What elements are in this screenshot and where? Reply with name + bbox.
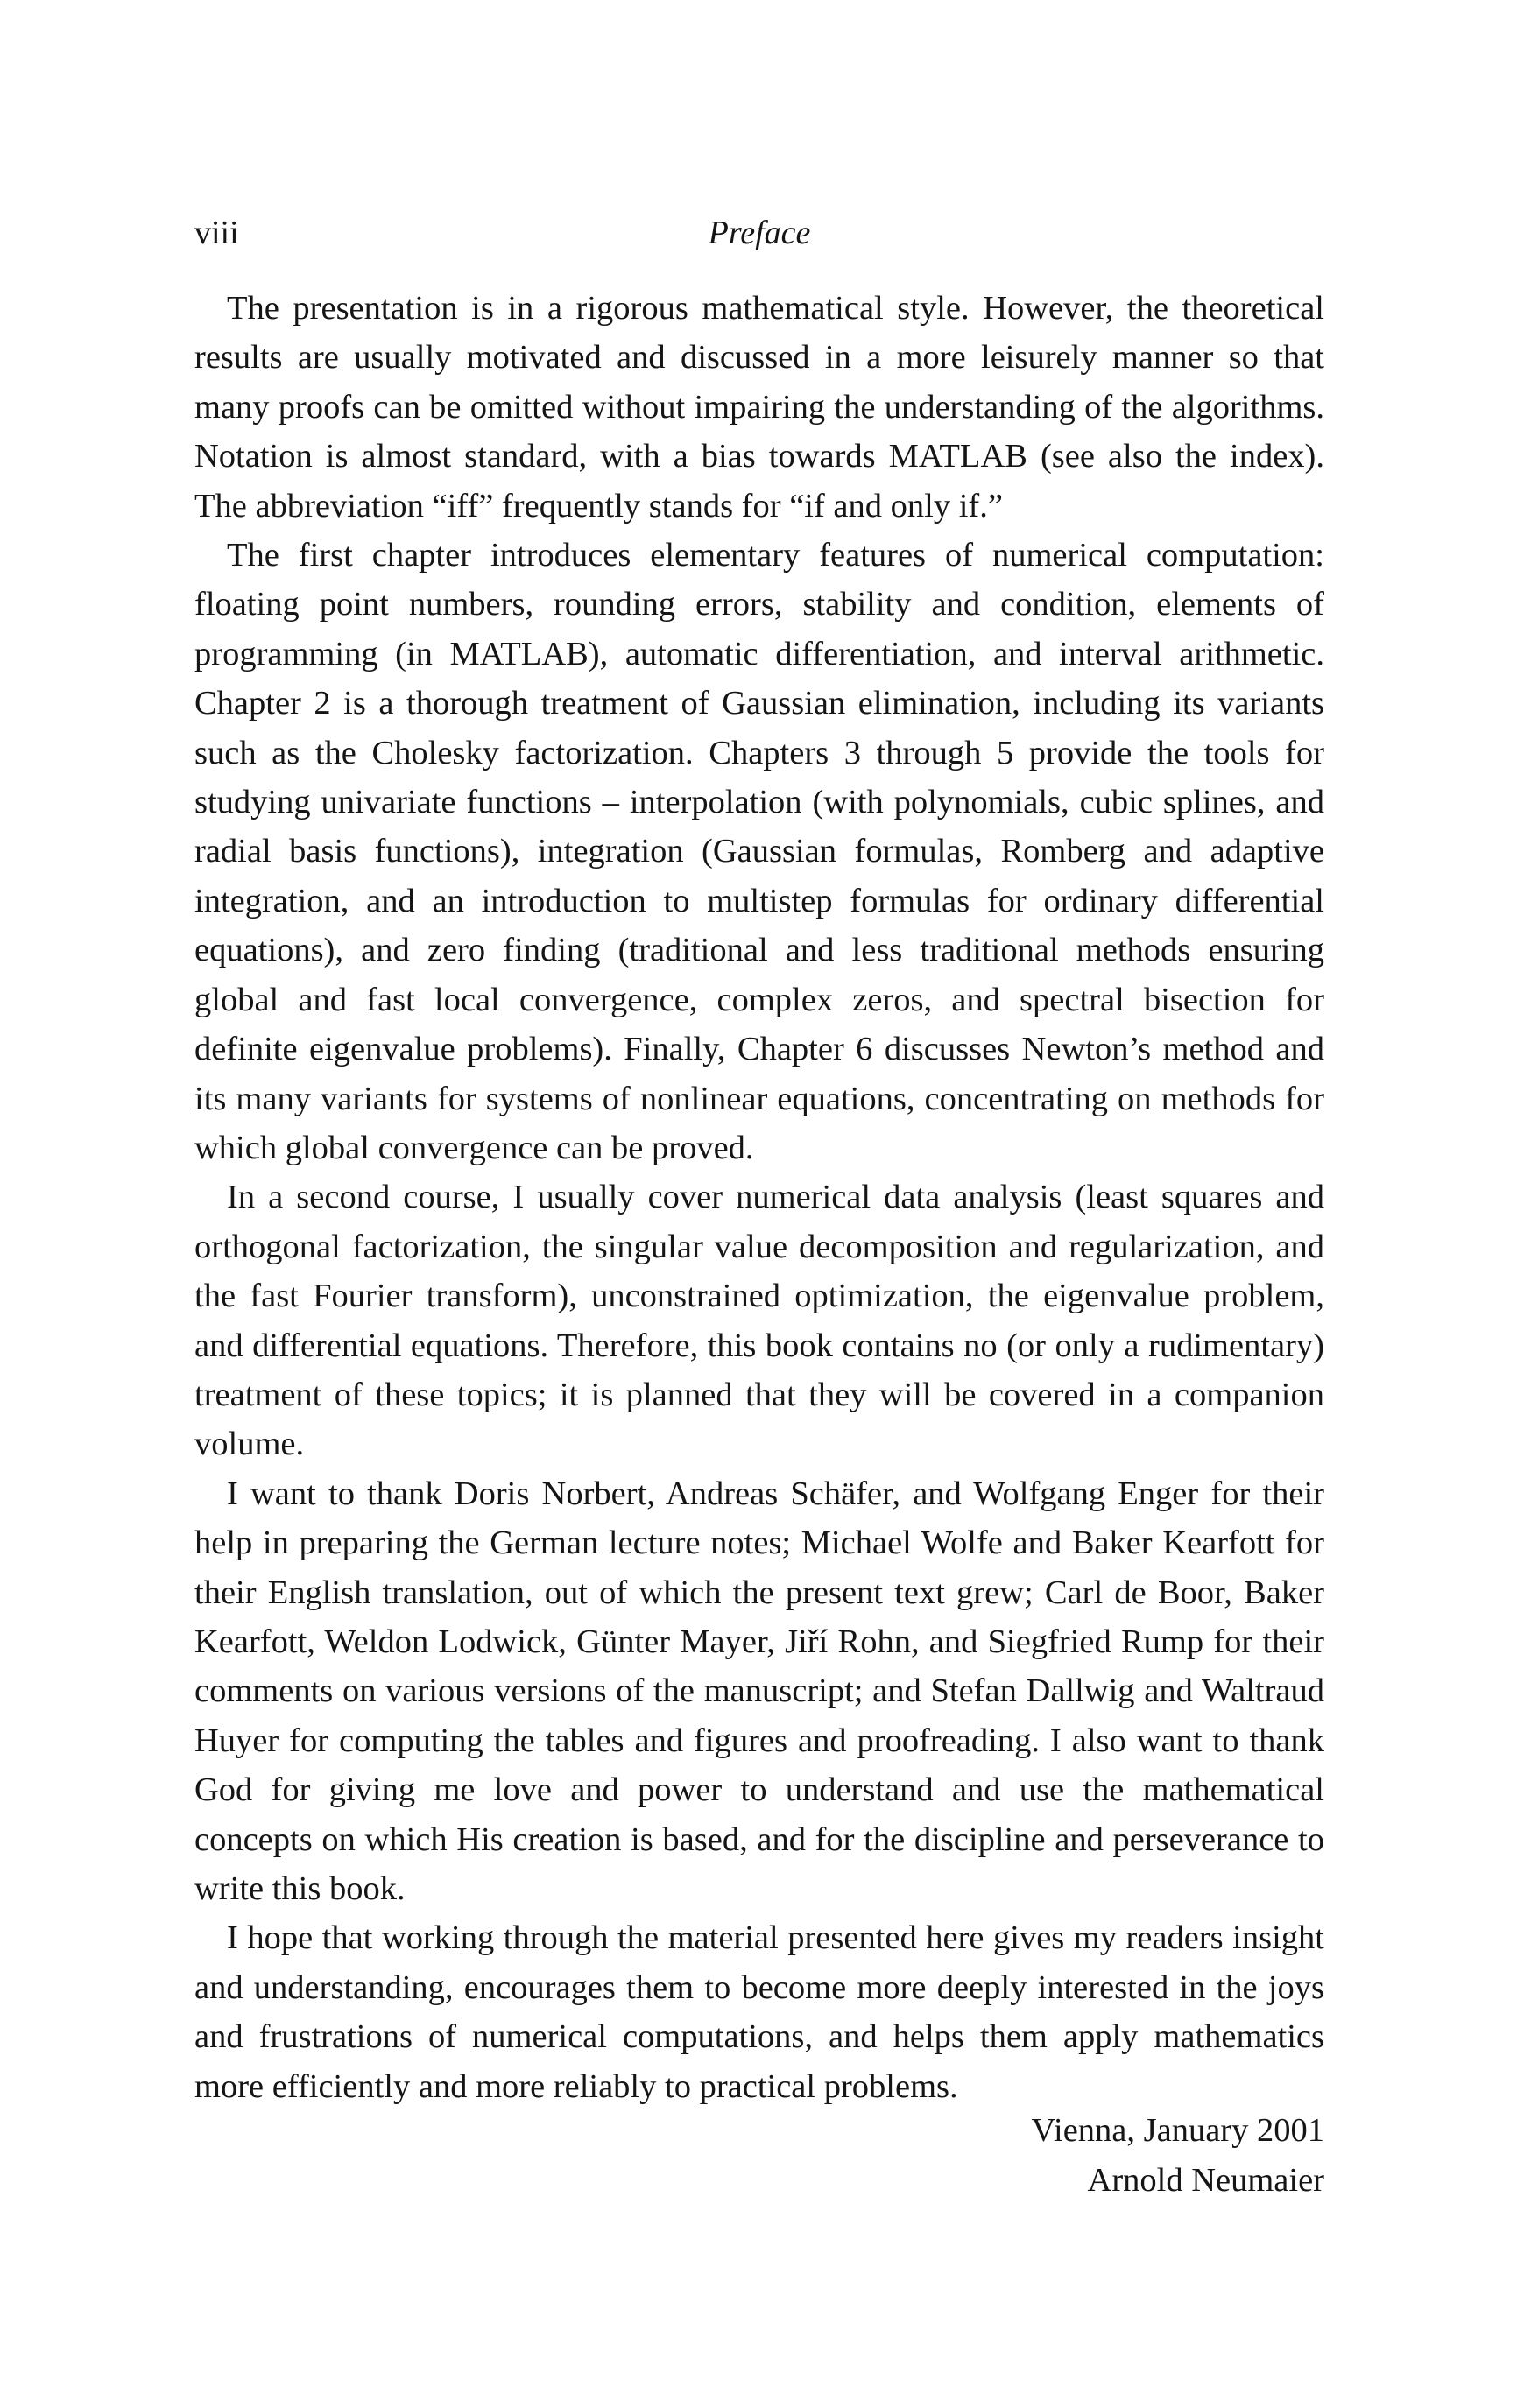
paragraph-second-course: In a second course, I usually cover numerical data analysis (least squares and orthogonal factorization, the singular value decomposition and regularization, and the fast Fourier transform), unconstrained optimization, the eigenvalue problem, and differential equations. Therefore, this book contains no (or only a rudimentary) treatment of these topics; it is planned that they will be covered in a companion volume. xyxy=(194,1179,1324,1463)
paragraph-chapters: The first chapter introduces elementary features of numerical computation: floating point numbers, rounding errors, stability and condition, elements of programming (in MATLAB), automatic differentiation, and interval arithmetic. Chapter 2 is a thorough treatment of Gaussian elimination, including its variants such as the Cholesky factorization. Chapters 3 through 5 provide the tools for studying univariate functions – interpolation (with polynomials, cubic splines, and radial basis functions), integration (Gaussian formulas, Romberg and adaptive integration, and an introduction to multistep formulas for ordinary differential equations), and zero finding (traditional and less traditional methods ensuring global and fast local convergence, complex zeros, and spectral bisection for definite eigenvalue problems). Finally, Chapter 6 discusses Newton’s method and its many variants for systems of nonlinear equations, concentrating on methods for which global convergence can be proved. xyxy=(194,537,1324,1166)
signature-block xyxy=(1032,2106,1324,2206)
paragraph-hope: I hope that working through the material presented here gives my readers insight and understanding, encourages them to become more deeply interested in the joys and frustrations of numerical computations, and helps them apply mathematics more efficiently and more reliably to practical problems. xyxy=(194,1919,1324,2105)
paragraph-presentation: The presentation is in a rigorous mathematical style. However, the theoretical results are usually motivated and discussed in a more leisurely manner so that many proofs can be omitted without impairing the understanding of the algorithms. Notation is almost standard, with a bias towards MATLAB (see also the index). The abbreviation “iff” frequently stands for “if and only if.” xyxy=(194,290,1324,525)
author-name: Arnold Neumaier xyxy=(1087,2162,1324,2199)
running-title: Preface xyxy=(708,215,811,251)
place-date: Vienna, January 2001 xyxy=(1031,2112,1324,2149)
paragraph-acknowledgements: I want to thank Doris Norbert, Andreas Schäfer, and Wolfgang Enger for their help in preparing the German lecture notes; Michael Wolfe and Baker Kearfott for their English translation, out of which the present text grew; Carl de Boor, Baker Kearfott, Weldon Lodwick, Günter Mayer, Jiří Rohn, and Siegfried Rump for their comments on various versions of the manuscript; and Stefan Dallwig and Waltraud Huyer for computing the tables and figures and proofreading. I also want to thank God for giving me love and power to understand and use the mathematical concepts on which His creation is based, and for the discipline and perseverance to write this book. xyxy=(194,1475,1324,1907)
preface-body xyxy=(194,284,1324,2111)
running-head xyxy=(194,207,1324,259)
page-number: viii xyxy=(194,215,239,251)
